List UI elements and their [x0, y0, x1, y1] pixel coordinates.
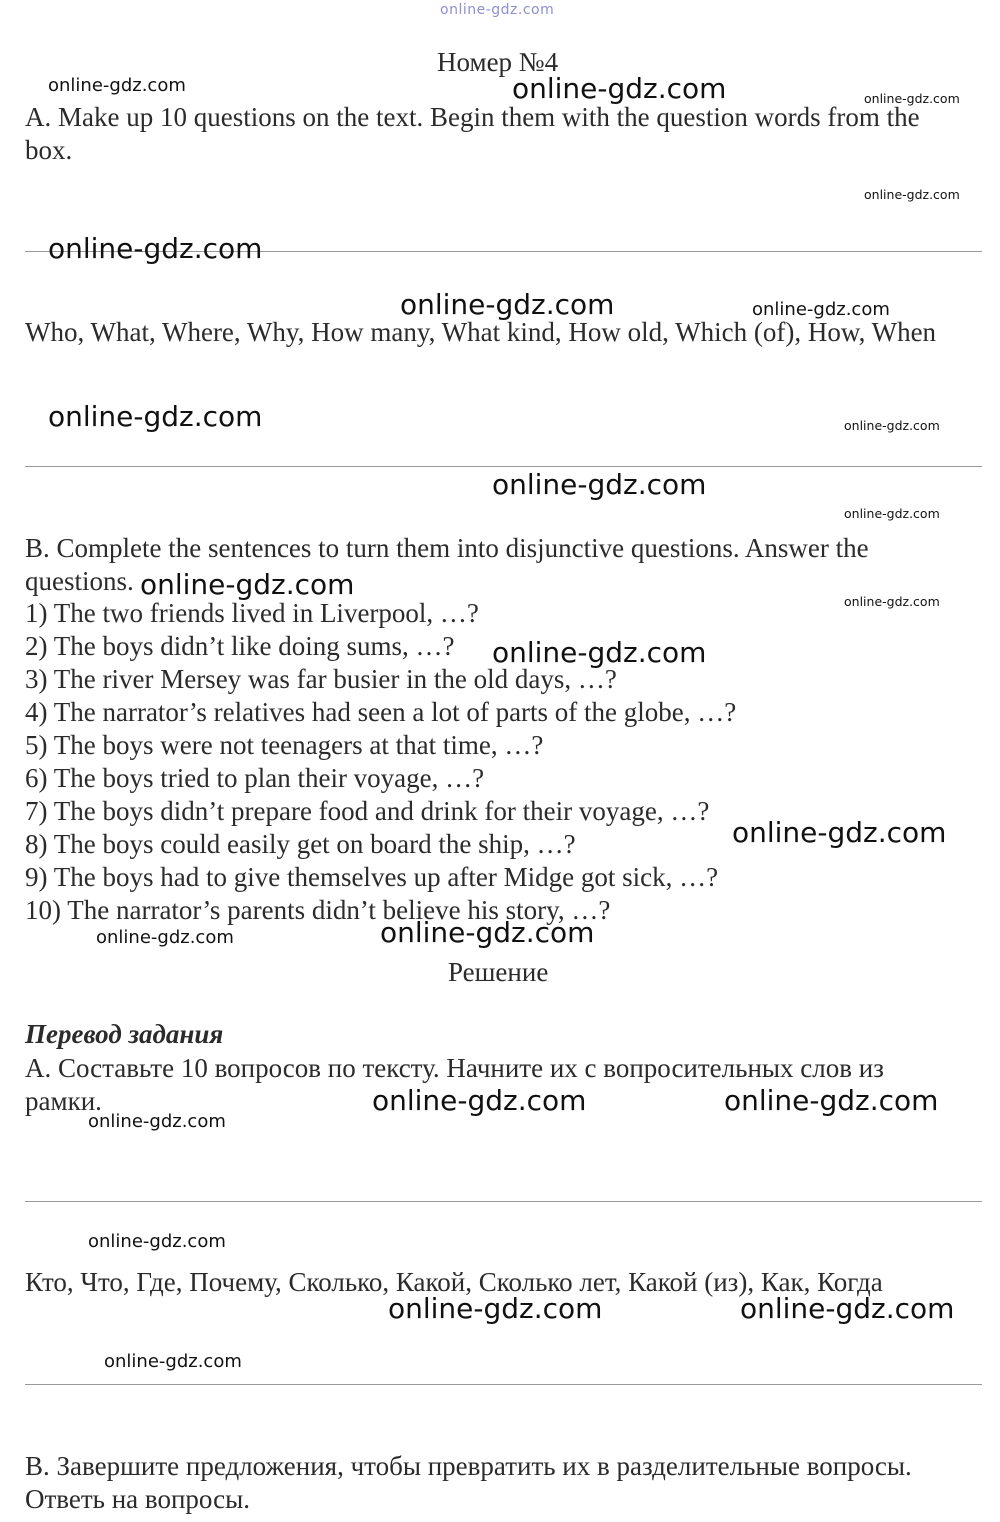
box-bottom-divider: [25, 466, 982, 467]
watermark: online-gdz.com: [844, 418, 940, 433]
ru-box-top-divider: [25, 1201, 982, 1202]
question-item-10: 10) The narrator’s parents didn’t believe his story, …?: [25, 895, 611, 925]
question-item-4: 4) The narrator’s relatives had seen a lot of parts of the globe, …?: [25, 697, 737, 727]
task-b-intro: B. Complete the sentences to turn them into disjunctive questions. Answer the questions.: [25, 533, 869, 596]
question-item-1: 1) The two friends lived in Liverpool, …?: [25, 598, 479, 628]
watermark: online-gdz.com: [48, 232, 263, 265]
question-item-5: 5) The boys were not teenagers at that time, …?: [25, 730, 544, 760]
watermark: online-gdz.com: [752, 299, 890, 320]
watermark: online-gdz.com: [48, 75, 186, 96]
watermark: online-gdz.com: [380, 916, 595, 949]
watermark: online-gdz.com: [372, 1084, 587, 1117]
question-item-7: 7) The boys didn’t prepare food and drink for their voyage, …?: [25, 796, 710, 826]
task-b-ru-text: B. Завершите предложения, чтобы превратить их в разделительные вопросы. Ответь на вопросы.: [25, 1451, 912, 1514]
question-item-2: 2) The boys didn’t like doing sums, …?: [25, 631, 455, 661]
watermark: online-gdz.com: [88, 1231, 226, 1252]
watermark: online-gdz.com: [864, 187, 960, 202]
watermark: online-gdz.com: [96, 927, 234, 948]
question-item-9: 9) The boys had to give themselves up after Midge got sick, …?: [25, 862, 719, 892]
task-a-ru-box-words: Кто, Что, Где, Почему, Сколько, Какой, Сколько лет, Какой (из), Как, Когда: [25, 1267, 883, 1297]
solution-heading: Решение: [448, 957, 549, 987]
page-title: Номер №4: [437, 47, 559, 77]
watermark: online-gdz.com: [512, 72, 727, 105]
watermark: online-gdz.com: [48, 400, 263, 433]
watermark: online-gdz.com: [492, 468, 707, 501]
question-item-6: 6) The boys tried to plan their voyage, …?: [25, 763, 485, 793]
watermark: online-gdz.com: [492, 636, 707, 669]
watermark: online-gdz.com: [388, 1292, 603, 1325]
watermark: online-gdz.com: [844, 506, 940, 521]
site-watermark-top: online-gdz.com: [440, 2, 555, 18]
ru-box-bottom-divider: [25, 1384, 982, 1385]
watermark: online-gdz.com: [724, 1084, 939, 1117]
watermark: online-gdz.com: [104, 1351, 242, 1372]
task-a-text: A. Make up 10 questions on the text. Begin them with the question words from the box.: [25, 102, 920, 165]
question-item-8: 8) The boys could easily get on board the ship, …?: [25, 829, 576, 859]
watermark: online-gdz.com: [88, 1111, 226, 1132]
watermark: online-gdz.com: [140, 568, 355, 601]
task-a-box-words: Who, What, Where, Why, How many, What kind, How old, Which (of), How, When: [25, 317, 937, 347]
task-a-ru-text: А. Составьте 10 вопросов по тексту. Начните их с вопросительных слов из рамки.: [25, 1053, 884, 1116]
watermark: online-gdz.com: [864, 91, 960, 106]
watermark: online-gdz.com: [732, 816, 947, 849]
question-item-3: 3) The river Mersey was far busier in the old days, …?: [25, 664, 617, 694]
translation-heading: Перевод задания: [25, 1019, 224, 1049]
watermark: online-gdz.com: [400, 288, 615, 321]
watermark: online-gdz.com: [844, 594, 940, 609]
watermark: online-gdz.com: [740, 1292, 955, 1325]
